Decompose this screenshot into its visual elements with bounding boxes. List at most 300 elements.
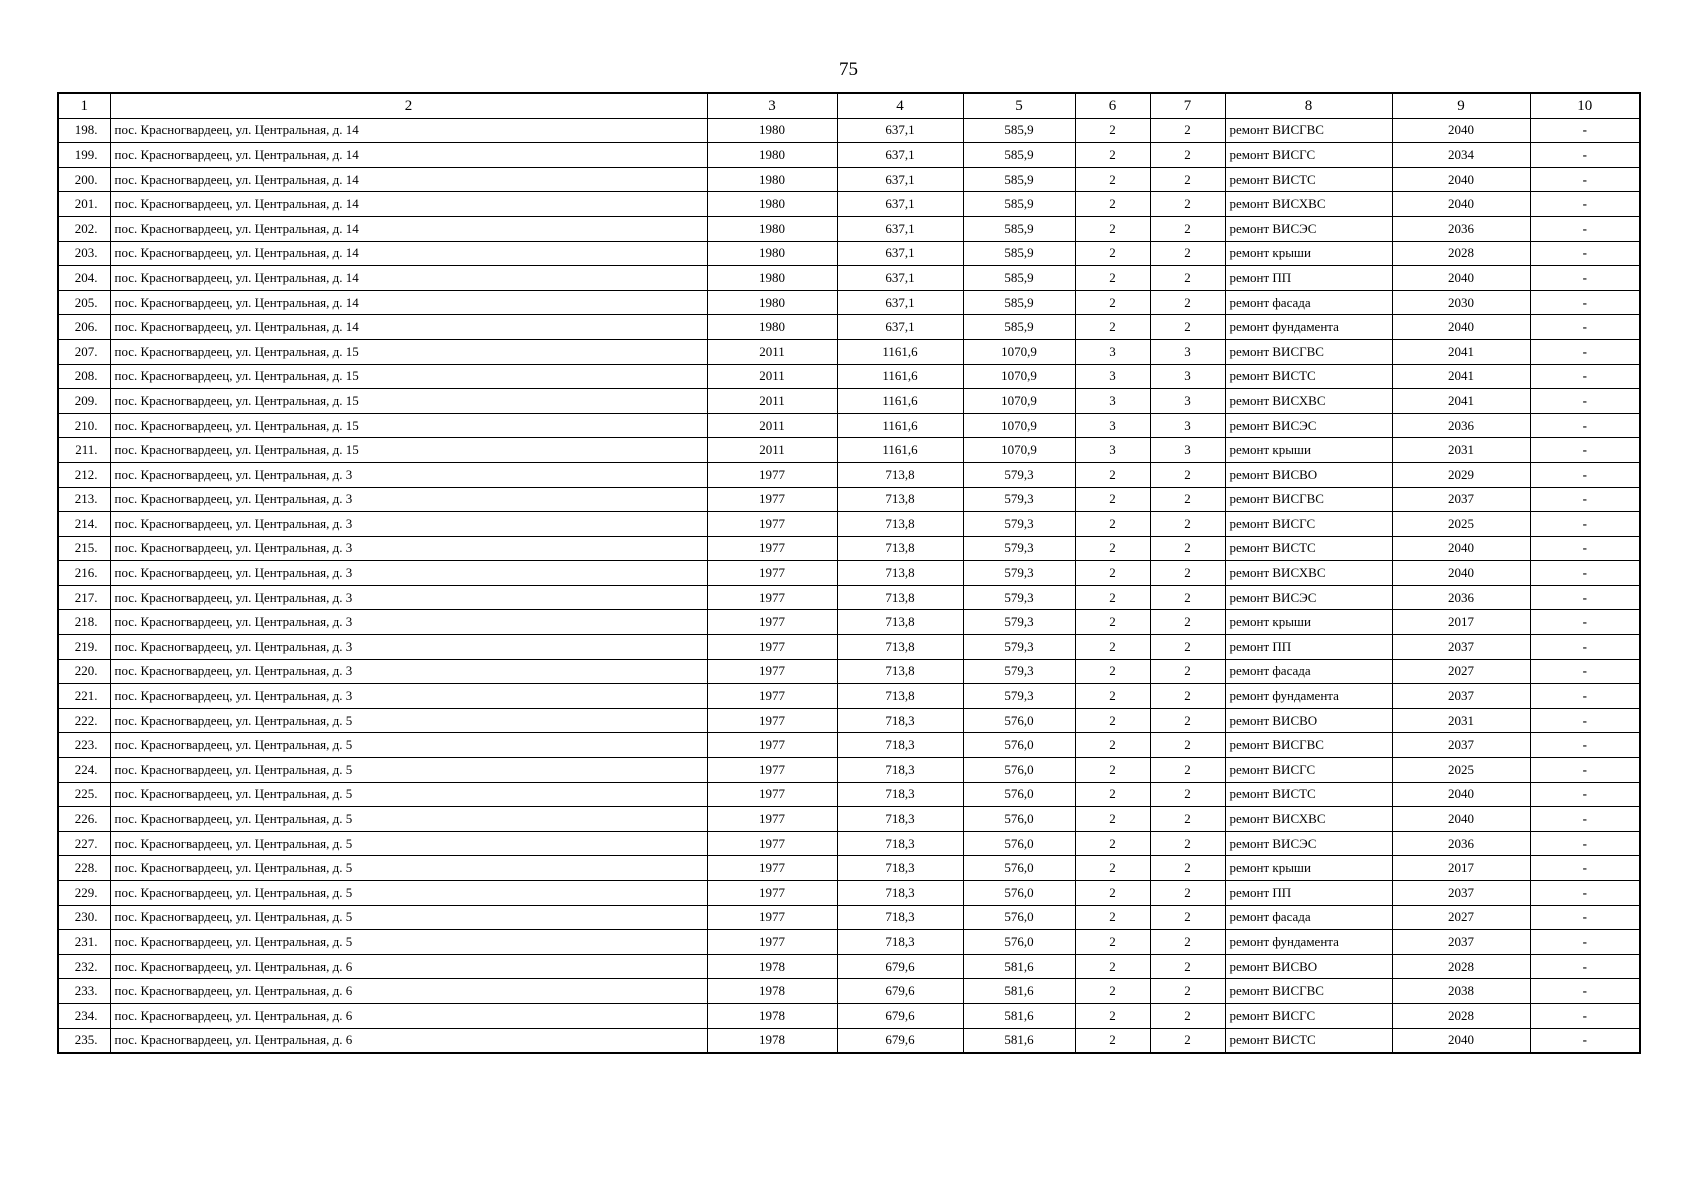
planned-year-cell: 2028 xyxy=(1392,1003,1530,1028)
table-row xyxy=(58,216,1640,241)
work-type-cell: ремонт ВИСГВС xyxy=(1225,339,1392,364)
address-cell: пос. Красногвардеец, ул. Центральная, д. 5 xyxy=(110,782,707,807)
living-area-cell: 576,0 xyxy=(963,782,1075,807)
note-cell: - xyxy=(1530,954,1640,979)
entrances-cell: 2 xyxy=(1150,979,1225,1004)
entrances-cell: 2 xyxy=(1150,512,1225,537)
address-cell: пос. Красногвардеец, ул. Центральная, д. 5 xyxy=(110,856,707,881)
row-number-cell: 206. xyxy=(58,315,110,340)
note-cell: - xyxy=(1530,758,1640,783)
planned-year-cell: 2034 xyxy=(1392,143,1530,168)
total-area-cell: 718,3 xyxy=(837,930,963,955)
planned-year-cell: 2037 xyxy=(1392,635,1530,660)
repair-schedule-table xyxy=(57,92,1641,1054)
build-year-cell: 1977 xyxy=(707,635,837,660)
living-area-cell: 1070,9 xyxy=(963,339,1075,364)
address-cell: пос. Красногвардеец, ул. Центральная, д. 3 xyxy=(110,659,707,684)
row-number-cell: 215. xyxy=(58,536,110,561)
build-year-cell: 1977 xyxy=(707,807,837,832)
work-type-cell: ремонт ВИСТС xyxy=(1225,536,1392,561)
planned-year-cell: 2025 xyxy=(1392,512,1530,537)
entrances-cell: 2 xyxy=(1150,241,1225,266)
note-cell: - xyxy=(1530,659,1640,684)
living-area-cell: 1070,9 xyxy=(963,413,1075,438)
row-number-cell: 211. xyxy=(58,438,110,463)
table-header-row xyxy=(58,93,1640,118)
note-cell: - xyxy=(1530,1003,1640,1028)
address-cell: пос. Красногвардеец, ул. Центральная, д. 14 xyxy=(110,216,707,241)
floors-cell: 2 xyxy=(1075,905,1150,930)
build-year-cell: 1977 xyxy=(707,930,837,955)
row-number-cell: 227. xyxy=(58,831,110,856)
table-row xyxy=(58,413,1640,438)
note-cell: - xyxy=(1530,782,1640,807)
table-row xyxy=(58,585,1640,610)
work-type-cell: ремонт ВИСЭС xyxy=(1225,585,1392,610)
row-number-cell: 202. xyxy=(58,216,110,241)
total-area-cell: 713,8 xyxy=(837,659,963,684)
address-cell: пос. Красногвардеец, ул. Центральная, д. 14 xyxy=(110,118,707,143)
living-area-cell: 576,0 xyxy=(963,733,1075,758)
living-area-cell: 581,6 xyxy=(963,1003,1075,1028)
address-cell: пос. Красногвардеец, ул. Центральная, д. 14 xyxy=(110,290,707,315)
floors-cell: 3 xyxy=(1075,364,1150,389)
living-area-cell: 579,3 xyxy=(963,462,1075,487)
planned-year-cell: 2040 xyxy=(1392,782,1530,807)
work-type-cell: ремонт ВИСХВС xyxy=(1225,192,1392,217)
floors-cell: 2 xyxy=(1075,610,1150,635)
work-type-cell: ремонт ВИСГВС xyxy=(1225,118,1392,143)
floors-cell: 2 xyxy=(1075,856,1150,881)
build-year-cell: 1977 xyxy=(707,831,837,856)
planned-year-cell: 2036 xyxy=(1392,831,1530,856)
note-cell: - xyxy=(1530,339,1640,364)
total-area-cell: 637,1 xyxy=(837,192,963,217)
floors-cell: 2 xyxy=(1075,536,1150,561)
total-area-cell: 637,1 xyxy=(837,143,963,168)
work-type-cell: ремонт ПП xyxy=(1225,266,1392,291)
planned-year-cell: 2040 xyxy=(1392,807,1530,832)
address-cell: пос. Красногвардеец, ул. Центральная, д. 3 xyxy=(110,561,707,586)
total-area-cell: 1161,6 xyxy=(837,389,963,414)
floors-cell: 2 xyxy=(1075,266,1150,291)
table-row xyxy=(58,807,1640,832)
planned-year-cell: 2041 xyxy=(1392,389,1530,414)
column-header: 4 xyxy=(837,93,963,118)
floors-cell: 2 xyxy=(1075,290,1150,315)
planned-year-cell: 2037 xyxy=(1392,487,1530,512)
total-area-cell: 713,8 xyxy=(837,635,963,660)
work-type-cell: ремонт ВИСТС xyxy=(1225,1028,1392,1053)
total-area-cell: 637,1 xyxy=(837,167,963,192)
floors-cell: 2 xyxy=(1075,807,1150,832)
table-row xyxy=(58,708,1640,733)
row-number-cell: 234. xyxy=(58,1003,110,1028)
note-cell: - xyxy=(1530,561,1640,586)
floors-cell: 2 xyxy=(1075,684,1150,709)
living-area-cell: 585,9 xyxy=(963,167,1075,192)
row-number-cell: 235. xyxy=(58,1028,110,1053)
table-row xyxy=(58,561,1640,586)
total-area-cell: 679,6 xyxy=(837,954,963,979)
column-header: 10 xyxy=(1530,93,1640,118)
note-cell: - xyxy=(1530,143,1640,168)
note-cell: - xyxy=(1530,118,1640,143)
planned-year-cell: 2027 xyxy=(1392,659,1530,684)
living-area-cell: 579,3 xyxy=(963,585,1075,610)
column-header: 9 xyxy=(1392,93,1530,118)
address-cell: пос. Красногвардеец, ул. Центральная, д. 14 xyxy=(110,167,707,192)
living-area-cell: 579,3 xyxy=(963,635,1075,660)
row-number-cell: 214. xyxy=(58,512,110,537)
note-cell: - xyxy=(1530,979,1640,1004)
entrances-cell: 3 xyxy=(1150,438,1225,463)
total-area-cell: 713,8 xyxy=(837,585,963,610)
table-row xyxy=(58,610,1640,635)
work-type-cell: ремонт ВИСВО xyxy=(1225,708,1392,733)
address-cell: пос. Красногвардеец, ул. Центральная, д. 6 xyxy=(110,954,707,979)
work-type-cell: ремонт ВИСГВС xyxy=(1225,487,1392,512)
entrances-cell: 2 xyxy=(1150,167,1225,192)
total-area-cell: 637,1 xyxy=(837,266,963,291)
work-type-cell: ремонт ВИСХВС xyxy=(1225,807,1392,832)
work-type-cell: ремонт ВИСХВС xyxy=(1225,389,1392,414)
total-area-cell: 718,3 xyxy=(837,881,963,906)
entrances-cell: 2 xyxy=(1150,905,1225,930)
floors-cell: 2 xyxy=(1075,241,1150,266)
planned-year-cell: 2037 xyxy=(1392,881,1530,906)
column-header: 8 xyxy=(1225,93,1392,118)
row-number-cell: 230. xyxy=(58,905,110,930)
note-cell: - xyxy=(1530,807,1640,832)
table-row xyxy=(58,512,1640,537)
row-number-cell: 231. xyxy=(58,930,110,955)
table-row xyxy=(58,930,1640,955)
row-number-cell: 200. xyxy=(58,167,110,192)
planned-year-cell: 2040 xyxy=(1392,561,1530,586)
total-area-cell: 713,8 xyxy=(837,684,963,709)
work-type-cell: ремонт ВИСЭС xyxy=(1225,413,1392,438)
row-number-cell: 203. xyxy=(58,241,110,266)
total-area-cell: 713,8 xyxy=(837,561,963,586)
work-type-cell: ремонт ВИСГС xyxy=(1225,512,1392,537)
build-year-cell: 1977 xyxy=(707,782,837,807)
total-area-cell: 718,3 xyxy=(837,807,963,832)
address-cell: пос. Красногвардеец, ул. Центральная, д. 6 xyxy=(110,1003,707,1028)
floors-cell: 2 xyxy=(1075,1003,1150,1028)
address-cell: пос. Красногвардеец, ул. Центральная, д. 5 xyxy=(110,831,707,856)
table-row xyxy=(58,979,1640,1004)
planned-year-cell: 2027 xyxy=(1392,905,1530,930)
build-year-cell: 1977 xyxy=(707,462,837,487)
row-number-cell: 222. xyxy=(58,708,110,733)
living-area-cell: 1070,9 xyxy=(963,438,1075,463)
build-year-cell: 2011 xyxy=(707,339,837,364)
table-row xyxy=(58,438,1640,463)
address-cell: пос. Красногвардеец, ул. Центральная, д. 5 xyxy=(110,708,707,733)
living-area-cell: 576,0 xyxy=(963,856,1075,881)
build-year-cell: 2011 xyxy=(707,389,837,414)
address-cell: пос. Красногвардеец, ул. Центральная, д. 14 xyxy=(110,241,707,266)
entrances-cell: 2 xyxy=(1150,881,1225,906)
table-body xyxy=(58,118,1640,1053)
entrances-cell: 2 xyxy=(1150,708,1225,733)
row-number-cell: 220. xyxy=(58,659,110,684)
table-row xyxy=(58,536,1640,561)
total-area-cell: 637,1 xyxy=(837,216,963,241)
total-area-cell: 637,1 xyxy=(837,290,963,315)
floors-cell: 2 xyxy=(1075,315,1150,340)
floors-cell: 2 xyxy=(1075,733,1150,758)
work-type-cell: ремонт ВИСГС xyxy=(1225,1003,1392,1028)
build-year-cell: 1977 xyxy=(707,684,837,709)
address-cell: пос. Красногвардеец, ул. Центральная, д. 15 xyxy=(110,413,707,438)
living-area-cell: 585,9 xyxy=(963,290,1075,315)
build-year-cell: 1977 xyxy=(707,905,837,930)
work-type-cell: ремонт ВИСТС xyxy=(1225,364,1392,389)
living-area-cell: 579,3 xyxy=(963,610,1075,635)
planned-year-cell: 2040 xyxy=(1392,536,1530,561)
work-type-cell: ремонт ВИСЭС xyxy=(1225,216,1392,241)
build-year-cell: 1980 xyxy=(707,315,837,340)
planned-year-cell: 2031 xyxy=(1392,438,1530,463)
address-cell: пос. Красногвардеец, ул. Центральная, д. 3 xyxy=(110,585,707,610)
build-year-cell: 1977 xyxy=(707,512,837,537)
entrances-cell: 3 xyxy=(1150,413,1225,438)
address-cell: пос. Красногвардеец, ул. Центральная, д. 3 xyxy=(110,512,707,537)
total-area-cell: 679,6 xyxy=(837,1028,963,1053)
total-area-cell: 713,8 xyxy=(837,536,963,561)
entrances-cell: 2 xyxy=(1150,561,1225,586)
table-row xyxy=(58,487,1640,512)
living-area-cell: 1070,9 xyxy=(963,364,1075,389)
table-row xyxy=(58,339,1640,364)
total-area-cell: 1161,6 xyxy=(837,438,963,463)
note-cell: - xyxy=(1530,241,1640,266)
living-area-cell: 576,0 xyxy=(963,881,1075,906)
floors-cell: 2 xyxy=(1075,954,1150,979)
planned-year-cell: 2025 xyxy=(1392,758,1530,783)
note-cell: - xyxy=(1530,585,1640,610)
planned-year-cell: 2017 xyxy=(1392,610,1530,635)
table-row xyxy=(58,315,1640,340)
entrances-cell: 2 xyxy=(1150,856,1225,881)
total-area-cell: 718,3 xyxy=(837,856,963,881)
total-area-cell: 718,3 xyxy=(837,782,963,807)
note-cell: - xyxy=(1530,881,1640,906)
living-area-cell: 585,9 xyxy=(963,266,1075,291)
note-cell: - xyxy=(1530,610,1640,635)
entrances-cell: 2 xyxy=(1150,1003,1225,1028)
floors-cell: 2 xyxy=(1075,758,1150,783)
planned-year-cell: 2029 xyxy=(1392,462,1530,487)
row-number-cell: 219. xyxy=(58,635,110,660)
floors-cell: 3 xyxy=(1075,413,1150,438)
living-area-cell: 579,3 xyxy=(963,487,1075,512)
column-header: 6 xyxy=(1075,93,1150,118)
living-area-cell: 576,0 xyxy=(963,807,1075,832)
table-row xyxy=(58,364,1640,389)
table-row xyxy=(58,389,1640,414)
note-cell: - xyxy=(1530,930,1640,955)
note-cell: - xyxy=(1530,733,1640,758)
table-row xyxy=(58,954,1640,979)
work-type-cell: ремонт ВИСТС xyxy=(1225,782,1392,807)
column-header: 1 xyxy=(58,93,110,118)
note-cell: - xyxy=(1530,536,1640,561)
address-cell: пос. Красногвардеец, ул. Центральная, д. 15 xyxy=(110,339,707,364)
entrances-cell: 2 xyxy=(1150,462,1225,487)
table-row xyxy=(58,905,1640,930)
floors-cell: 3 xyxy=(1075,438,1150,463)
planned-year-cell: 2036 xyxy=(1392,413,1530,438)
note-cell: - xyxy=(1530,216,1640,241)
planned-year-cell: 2041 xyxy=(1392,339,1530,364)
table-row xyxy=(58,782,1640,807)
address-cell: пос. Красногвардеец, ул. Центральная, д. 6 xyxy=(110,979,707,1004)
work-type-cell: ремонт фундамента xyxy=(1225,930,1392,955)
note-cell: - xyxy=(1530,512,1640,537)
work-type-cell: ремонт крыши xyxy=(1225,610,1392,635)
entrances-cell: 2 xyxy=(1150,831,1225,856)
planned-year-cell: 2017 xyxy=(1392,856,1530,881)
build-year-cell: 1978 xyxy=(707,979,837,1004)
entrances-cell: 2 xyxy=(1150,782,1225,807)
row-number-cell: 217. xyxy=(58,585,110,610)
build-year-cell: 1977 xyxy=(707,585,837,610)
row-number-cell: 223. xyxy=(58,733,110,758)
living-area-cell: 579,3 xyxy=(963,561,1075,586)
floors-cell: 3 xyxy=(1075,389,1150,414)
work-type-cell: ремонт фасада xyxy=(1225,290,1392,315)
planned-year-cell: 2036 xyxy=(1392,585,1530,610)
row-number-cell: 209. xyxy=(58,389,110,414)
living-area-cell: 585,9 xyxy=(963,241,1075,266)
build-year-cell: 1980 xyxy=(707,241,837,266)
entrances-cell: 2 xyxy=(1150,536,1225,561)
row-number-cell: 213. xyxy=(58,487,110,512)
table-row xyxy=(58,241,1640,266)
note-cell: - xyxy=(1530,708,1640,733)
row-number-cell: 198. xyxy=(58,118,110,143)
living-area-cell: 579,3 xyxy=(963,536,1075,561)
planned-year-cell: 2041 xyxy=(1392,364,1530,389)
address-cell: пос. Красногвардеец, ул. Центральная, д. 15 xyxy=(110,389,707,414)
total-area-cell: 713,8 xyxy=(837,610,963,635)
living-area-cell: 581,6 xyxy=(963,979,1075,1004)
entrances-cell: 2 xyxy=(1150,118,1225,143)
address-cell: пос. Красногвардеец, ул. Центральная, д. 3 xyxy=(110,462,707,487)
table-row xyxy=(58,831,1640,856)
table-row xyxy=(58,881,1640,906)
build-year-cell: 1980 xyxy=(707,118,837,143)
living-area-cell: 576,0 xyxy=(963,905,1075,930)
living-area-cell: 585,9 xyxy=(963,315,1075,340)
address-cell: пос. Красногвардеец, ул. Центральная, д. 14 xyxy=(110,266,707,291)
work-type-cell: ремонт ВИСГВС xyxy=(1225,733,1392,758)
table-row xyxy=(58,758,1640,783)
planned-year-cell: 2040 xyxy=(1392,315,1530,340)
row-number-cell: 216. xyxy=(58,561,110,586)
living-area-cell: 585,9 xyxy=(963,192,1075,217)
planned-year-cell: 2030 xyxy=(1392,290,1530,315)
total-area-cell: 713,8 xyxy=(837,512,963,537)
planned-year-cell: 2031 xyxy=(1392,708,1530,733)
row-number-cell: 228. xyxy=(58,856,110,881)
entrances-cell: 2 xyxy=(1150,659,1225,684)
work-type-cell: ремонт ВИСГС xyxy=(1225,143,1392,168)
address-cell: пос. Красногвардеец, ул. Центральная, д. 5 xyxy=(110,758,707,783)
total-area-cell: 637,1 xyxy=(837,315,963,340)
floors-cell: 2 xyxy=(1075,561,1150,586)
address-cell: пос. Красногвардеец, ул. Центральная, д. 5 xyxy=(110,807,707,832)
row-number-cell: 204. xyxy=(58,266,110,291)
row-number-cell: 229. xyxy=(58,881,110,906)
work-type-cell: ремонт фундамента xyxy=(1225,684,1392,709)
row-number-cell: 232. xyxy=(58,954,110,979)
entrances-cell: 2 xyxy=(1150,807,1225,832)
row-number-cell: 218. xyxy=(58,610,110,635)
note-cell: - xyxy=(1530,462,1640,487)
total-area-cell: 718,3 xyxy=(837,905,963,930)
table-row xyxy=(58,659,1640,684)
living-area-cell: 1070,9 xyxy=(963,389,1075,414)
note-cell: - xyxy=(1530,635,1640,660)
column-header: 3 xyxy=(707,93,837,118)
build-year-cell: 1977 xyxy=(707,610,837,635)
floors-cell: 2 xyxy=(1075,659,1150,684)
table-row xyxy=(58,118,1640,143)
row-number-cell: 224. xyxy=(58,758,110,783)
note-cell: - xyxy=(1530,438,1640,463)
build-year-cell: 1977 xyxy=(707,881,837,906)
note-cell: - xyxy=(1530,1028,1640,1053)
note-cell: - xyxy=(1530,487,1640,512)
table-row xyxy=(58,462,1640,487)
row-number-cell: 199. xyxy=(58,143,110,168)
column-header: 5 xyxy=(963,93,1075,118)
living-area-cell: 579,3 xyxy=(963,659,1075,684)
planned-year-cell: 2037 xyxy=(1392,733,1530,758)
note-cell: - xyxy=(1530,389,1640,414)
table-row xyxy=(58,290,1640,315)
address-cell: пос. Красногвардеец, ул. Центральная, д. 5 xyxy=(110,930,707,955)
table-row xyxy=(58,856,1640,881)
total-area-cell: 1161,6 xyxy=(837,364,963,389)
living-area-cell: 585,9 xyxy=(963,118,1075,143)
address-cell: пос. Красногвардеец, ул. Центральная, д. 6 xyxy=(110,1028,707,1053)
entrances-cell: 2 xyxy=(1150,930,1225,955)
floors-cell: 2 xyxy=(1075,930,1150,955)
address-cell: пос. Красногвардеец, ул. Центральная, д. 5 xyxy=(110,881,707,906)
row-number-cell: 221. xyxy=(58,684,110,709)
column-header: 2 xyxy=(110,93,707,118)
build-year-cell: 1977 xyxy=(707,536,837,561)
row-number-cell: 205. xyxy=(58,290,110,315)
row-number-cell: 233. xyxy=(58,979,110,1004)
floors-cell: 2 xyxy=(1075,831,1150,856)
floors-cell: 2 xyxy=(1075,881,1150,906)
build-year-cell: 1978 xyxy=(707,1003,837,1028)
row-number-cell: 225. xyxy=(58,782,110,807)
work-type-cell: ремонт ВИСГВС xyxy=(1225,979,1392,1004)
build-year-cell: 1977 xyxy=(707,487,837,512)
planned-year-cell: 2028 xyxy=(1392,241,1530,266)
total-area-cell: 637,1 xyxy=(837,241,963,266)
note-cell: - xyxy=(1530,413,1640,438)
total-area-cell: 718,3 xyxy=(837,733,963,758)
note-cell: - xyxy=(1530,315,1640,340)
